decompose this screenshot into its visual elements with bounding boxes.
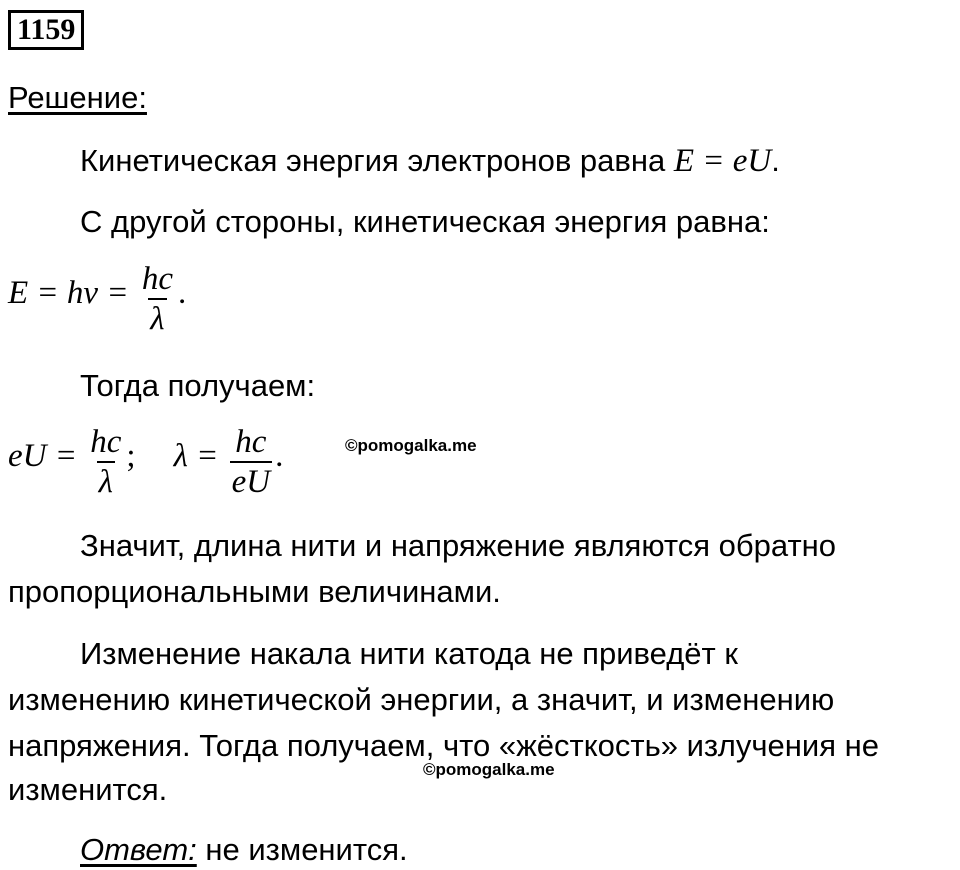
punctuation: . (275, 438, 284, 475)
formula-lhs-eu: eU = (8, 438, 86, 475)
punctuation: . (771, 143, 780, 178)
task-number: 1159 (8, 10, 84, 50)
paragraph-heating-line2: изменению кинетической энергии, а значит, и изменению (8, 682, 835, 717)
formula-photon-energy (8, 260, 186, 338)
fraction-denominator: λ (97, 461, 115, 501)
paragraph-text: Кинетическая энергия электронов равна (80, 143, 674, 178)
formula-lhs-lambda: λ = (173, 438, 227, 475)
answer-line (80, 832, 408, 868)
punctuation: . (178, 275, 187, 312)
formula-result (8, 423, 283, 501)
paragraph-then: Тогда получаем: (80, 368, 316, 403)
formula-e-eu: E = eU (673, 143, 772, 179)
paragraph-inverse-line2: пропорциональными величинами. (8, 574, 501, 609)
paragraph-heating-line1: Изменение накала нити катода не приведёт к (80, 636, 738, 671)
paragraph-inverse-line1: Значит, длина нити и напряжение являются обратно (80, 528, 837, 563)
fraction-hc-lambda (140, 260, 175, 338)
fraction-denominator: eU (230, 461, 272, 501)
formula-lhs: E = hν = (8, 275, 137, 312)
watermark: ©pomogalka.me (423, 760, 555, 779)
fraction-numerator: hc (141, 261, 173, 297)
fraction-hc-lambda (88, 423, 123, 501)
separator: ; (126, 438, 136, 475)
solution-heading: Решение: (8, 80, 147, 115)
paragraph-heating-line3: напряжения. Тогда получаем, что «жёсткость» излучения не (8, 728, 879, 763)
answer-label: Ответ: (80, 832, 197, 867)
fraction-hc-eu (230, 423, 272, 501)
answer-text: не изменится. (196, 832, 408, 867)
paragraph-kinetic-energy (80, 143, 780, 179)
paragraph-heating-line4: изменится. (8, 772, 168, 807)
fraction-numerator: hc (90, 424, 122, 460)
fraction-numerator: hc (235, 424, 267, 460)
fraction-denominator: λ (148, 298, 166, 338)
paragraph-other-side: С другой стороны, кинетическая энергия равна: (80, 204, 770, 239)
watermark: ©pomogalka.me (345, 436, 477, 455)
